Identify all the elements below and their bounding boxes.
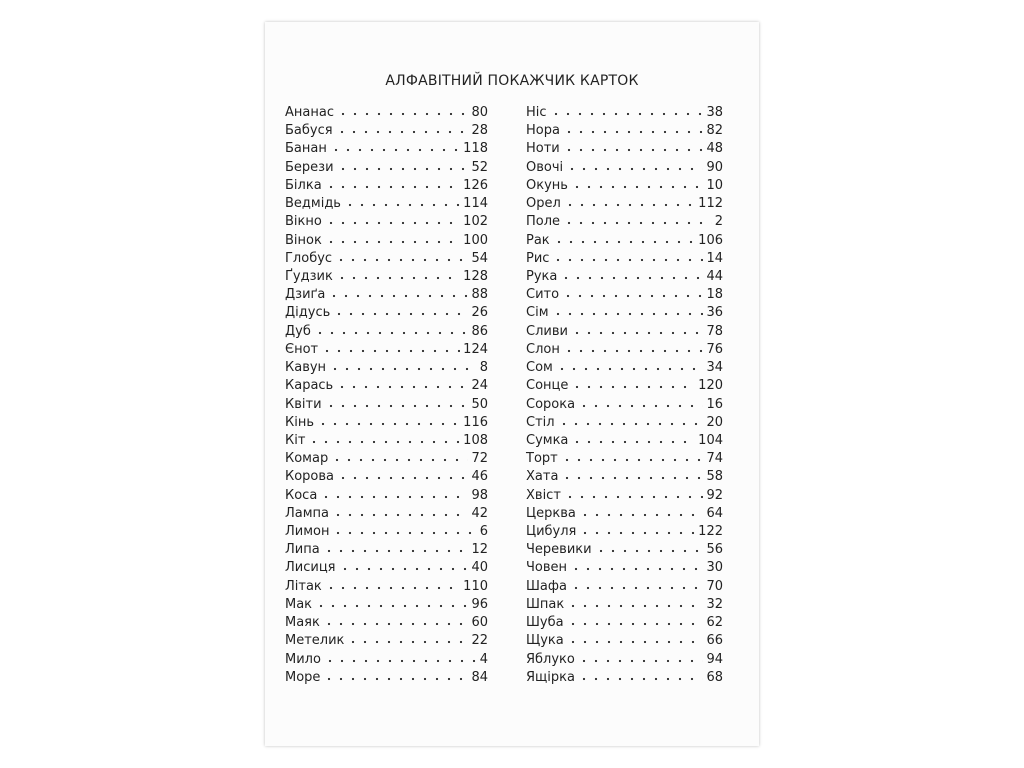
entry-word: Овочі bbox=[526, 159, 564, 175]
entry-page-number: 84 bbox=[471, 669, 488, 685]
entry-page-number: 28 bbox=[471, 123, 488, 139]
entry-word: Торт bbox=[526, 451, 558, 467]
index-entry bbox=[285, 430, 488, 448]
entry-word: Рак bbox=[526, 232, 550, 248]
index-entry bbox=[285, 521, 488, 539]
entry-page-number: 58 bbox=[706, 469, 723, 485]
index-entry bbox=[285, 485, 488, 503]
index-entry bbox=[526, 430, 723, 448]
entry-word: Липа bbox=[285, 542, 320, 558]
index-entry bbox=[526, 230, 723, 248]
index-entry bbox=[285, 503, 488, 521]
dot-leader bbox=[563, 138, 704, 152]
dot-leader bbox=[571, 430, 695, 444]
index-entry bbox=[526, 302, 723, 320]
index-page bbox=[265, 22, 759, 746]
entry-page-number: 100 bbox=[463, 232, 488, 248]
dot-leader bbox=[335, 248, 468, 262]
dot-leader bbox=[325, 576, 460, 590]
index-entry bbox=[285, 248, 488, 266]
entry-page-number: 46 bbox=[471, 469, 488, 485]
entry-page-number: 10 bbox=[706, 177, 723, 193]
index-entry bbox=[526, 557, 723, 575]
dot-leader bbox=[570, 576, 704, 590]
entry-word: Банан bbox=[285, 141, 327, 157]
entry-word: Вікно bbox=[285, 214, 322, 230]
entry-page-number: 60 bbox=[471, 615, 488, 631]
entry-page-number: 120 bbox=[698, 378, 723, 394]
index-entry bbox=[526, 612, 723, 630]
dot-leader bbox=[321, 339, 460, 353]
dot-leader bbox=[553, 230, 696, 244]
entry-word: Сонце bbox=[526, 378, 569, 394]
index-entry bbox=[526, 503, 723, 521]
dot-leader bbox=[337, 102, 468, 116]
dot-leader bbox=[571, 175, 704, 189]
entry-page-number: 66 bbox=[706, 633, 723, 649]
entry-word: Карась bbox=[285, 378, 334, 394]
entry-word: Море bbox=[285, 669, 321, 685]
index-entry bbox=[285, 266, 488, 284]
entry-page-number: 30 bbox=[706, 560, 723, 576]
index-entry bbox=[285, 193, 488, 211]
index-entry bbox=[285, 448, 488, 466]
entry-word: Дідусь bbox=[285, 305, 331, 321]
index-entry bbox=[285, 649, 488, 667]
dot-leader bbox=[337, 466, 468, 480]
entry-page-number: 44 bbox=[706, 268, 723, 284]
entry-page-number: 8 bbox=[479, 360, 488, 376]
index-entry bbox=[285, 211, 488, 229]
entry-word: Кавун bbox=[285, 360, 327, 376]
entry-word: Берези bbox=[285, 159, 334, 175]
entry-word: Нора bbox=[526, 123, 560, 139]
index-entry bbox=[526, 357, 723, 375]
entry-word: Мак bbox=[285, 596, 313, 612]
entry-page-number: 12 bbox=[471, 542, 488, 558]
entry-word: Глобус bbox=[285, 250, 333, 266]
entry-word: Сом bbox=[526, 360, 553, 376]
dot-leader bbox=[571, 375, 695, 389]
dot-leader bbox=[328, 284, 468, 298]
entry-word: Церква bbox=[526, 505, 576, 521]
entry-page-number: 14 bbox=[706, 250, 723, 266]
dot-leader bbox=[567, 594, 703, 608]
entry-page-number: 128 bbox=[463, 268, 488, 284]
entry-page-number: 78 bbox=[706, 323, 723, 339]
index-entry bbox=[285, 576, 488, 594]
dot-leader bbox=[317, 412, 460, 426]
entry-page-number: 20 bbox=[706, 414, 723, 430]
entry-page-number: 92 bbox=[706, 487, 723, 503]
index-entry bbox=[285, 302, 488, 320]
entry-word: Вінок bbox=[285, 232, 322, 248]
dot-leader bbox=[331, 448, 468, 462]
index-entry bbox=[285, 594, 488, 612]
entry-page-number: 122 bbox=[698, 524, 723, 540]
index-column-left bbox=[285, 102, 488, 685]
entry-word: Лимон bbox=[285, 524, 330, 540]
index-entry bbox=[526, 102, 723, 120]
entry-page-number: 106 bbox=[698, 232, 723, 248]
dot-leader bbox=[558, 412, 704, 426]
dot-leader bbox=[325, 394, 469, 408]
index-entry bbox=[285, 102, 488, 120]
index-entry bbox=[526, 594, 723, 612]
entry-page-number: 34 bbox=[706, 360, 723, 376]
dot-leader bbox=[333, 302, 468, 316]
entry-page-number: 104 bbox=[698, 432, 723, 448]
entry-word: Кінь bbox=[285, 414, 315, 430]
entry-page-number: 56 bbox=[706, 542, 723, 558]
index-entry bbox=[526, 466, 723, 484]
dot-leader bbox=[332, 521, 476, 535]
dot-leader bbox=[567, 612, 704, 626]
index-entry bbox=[285, 394, 488, 412]
dot-leader bbox=[308, 430, 460, 444]
index-entry bbox=[526, 321, 723, 339]
dot-leader bbox=[567, 630, 704, 644]
dot-leader bbox=[323, 539, 469, 553]
dot-leader bbox=[563, 339, 704, 353]
index-entry bbox=[285, 412, 488, 430]
entry-word: Поле bbox=[526, 214, 561, 230]
index-entry bbox=[285, 667, 488, 685]
dot-leader bbox=[325, 230, 460, 244]
dot-leader bbox=[564, 485, 704, 499]
entry-page-number: 96 bbox=[471, 596, 488, 612]
dot-leader bbox=[320, 485, 468, 499]
index-entry bbox=[526, 412, 723, 430]
index-entry bbox=[526, 138, 723, 156]
entry-word: Слон bbox=[526, 341, 560, 357]
dot-leader bbox=[561, 448, 704, 462]
entry-page-number: 48 bbox=[706, 141, 723, 157]
entry-word: Сито bbox=[526, 287, 560, 303]
dot-leader bbox=[336, 120, 469, 134]
entry-page-number: 90 bbox=[706, 159, 723, 175]
dot-leader bbox=[550, 102, 704, 116]
index-entry bbox=[526, 394, 723, 412]
entry-word: Яблуко bbox=[526, 651, 575, 667]
dot-leader bbox=[337, 157, 469, 171]
dot-leader bbox=[570, 557, 703, 571]
entry-page-number: 70 bbox=[706, 578, 723, 594]
entry-page-number: 114 bbox=[463, 196, 488, 212]
entry-page-number: 16 bbox=[706, 396, 723, 412]
index-entry bbox=[285, 612, 488, 630]
index-entry bbox=[526, 485, 723, 503]
index-entry bbox=[526, 175, 723, 193]
index-entry bbox=[285, 357, 488, 375]
entry-page-number: 24 bbox=[471, 378, 488, 394]
entry-page-number: 72 bbox=[471, 451, 488, 467]
dot-leader bbox=[325, 211, 460, 225]
entry-word: Окунь bbox=[526, 177, 568, 193]
entry-word: Орел bbox=[526, 196, 561, 212]
entry-word: Мило bbox=[285, 651, 321, 667]
dot-leader bbox=[336, 266, 460, 280]
entry-word: Сім bbox=[526, 305, 549, 321]
index-entry bbox=[285, 230, 488, 248]
dot-leader bbox=[344, 193, 460, 207]
entry-page-number: 86 bbox=[471, 323, 488, 339]
dot-leader bbox=[578, 667, 703, 681]
entry-word: Ананас bbox=[285, 105, 334, 120]
index-entry bbox=[526, 375, 723, 393]
index-entry bbox=[285, 375, 488, 393]
entry-word: Сливи bbox=[526, 323, 568, 339]
entry-word: Лампа bbox=[285, 505, 330, 521]
entry-page-number: 40 bbox=[471, 560, 488, 576]
entry-page-number: 76 bbox=[706, 341, 723, 357]
entry-page-number: 4 bbox=[479, 651, 488, 667]
index-entry bbox=[526, 339, 723, 357]
dot-leader bbox=[578, 394, 703, 408]
entry-page-number: 2 bbox=[714, 214, 723, 230]
entry-word: Ведмідь bbox=[285, 196, 341, 212]
index-entry bbox=[285, 630, 488, 648]
entry-word: Дуб bbox=[285, 323, 311, 339]
dot-leader bbox=[325, 175, 461, 189]
index-column-right bbox=[526, 102, 723, 685]
dot-leader bbox=[323, 612, 469, 626]
dot-leader bbox=[556, 357, 704, 371]
dot-leader bbox=[332, 503, 468, 517]
dot-leader bbox=[595, 539, 704, 553]
entry-word: Сумка bbox=[526, 432, 569, 448]
entry-word: Метелик bbox=[285, 633, 345, 649]
index-entry bbox=[526, 630, 723, 648]
entry-page-number: 26 bbox=[471, 305, 488, 321]
dot-leader bbox=[330, 138, 460, 152]
dot-leader bbox=[562, 284, 703, 298]
entry-word: Шуба bbox=[526, 615, 564, 631]
dot-leader bbox=[315, 594, 468, 608]
entry-word: Єнот bbox=[285, 341, 319, 357]
entry-page-number: 50 bbox=[471, 396, 488, 412]
page-title: АЛФАВІТНИЙ ПОКАЖЧИК КАРТОК bbox=[385, 73, 639, 89]
index-entry bbox=[285, 120, 488, 138]
entry-word: Стіл bbox=[526, 414, 555, 430]
entry-page-number: 74 bbox=[706, 451, 723, 467]
index-entry bbox=[285, 557, 488, 575]
index-entry bbox=[526, 193, 723, 211]
dot-leader bbox=[571, 321, 704, 335]
dot-leader bbox=[579, 503, 704, 517]
entry-page-number: 102 bbox=[463, 214, 488, 230]
entry-word: Квіти bbox=[285, 396, 322, 412]
entry-page-number: 118 bbox=[463, 141, 488, 157]
entry-page-number: 22 bbox=[471, 633, 488, 649]
entry-word: Літак bbox=[285, 578, 322, 594]
entry-word: Шафа bbox=[526, 578, 567, 594]
entry-page-number: 82 bbox=[706, 123, 723, 139]
dot-leader bbox=[336, 375, 468, 389]
entry-word: Маяк bbox=[285, 615, 320, 631]
index-entry bbox=[285, 539, 488, 557]
index-entry bbox=[285, 138, 488, 156]
dot-leader bbox=[324, 649, 477, 663]
entry-word: Лисиця bbox=[285, 560, 336, 576]
index-entry bbox=[526, 539, 723, 557]
entry-word: Хвіст bbox=[526, 487, 561, 503]
index-entry bbox=[285, 466, 488, 484]
entry-word: Човен bbox=[526, 560, 568, 576]
dot-leader bbox=[564, 193, 695, 207]
index-entry bbox=[526, 576, 723, 594]
index-entry bbox=[285, 284, 488, 302]
dot-leader bbox=[323, 667, 468, 681]
index-entry bbox=[526, 649, 723, 667]
index-entry bbox=[285, 175, 488, 193]
entry-word: Коса bbox=[285, 487, 318, 503]
entry-page-number: 116 bbox=[463, 414, 488, 430]
entry-page-number: 6 bbox=[479, 524, 488, 540]
entry-word: Ніс bbox=[526, 105, 547, 120]
dot-leader bbox=[578, 649, 704, 663]
index-entry bbox=[526, 284, 723, 302]
index-entry bbox=[526, 521, 723, 539]
entry-word: Ящірка bbox=[526, 669, 575, 685]
index-entry bbox=[526, 448, 723, 466]
index-entry bbox=[285, 157, 488, 175]
entry-page-number: 36 bbox=[706, 305, 723, 321]
dot-leader bbox=[347, 630, 468, 644]
entry-word: Бабуся bbox=[285, 123, 333, 139]
entry-word: Цибуля bbox=[526, 524, 577, 540]
entry-word: Ноти bbox=[526, 141, 560, 157]
entry-page-number: 68 bbox=[706, 669, 723, 685]
entry-word: Кіт bbox=[285, 432, 306, 448]
entry-word: Рис bbox=[526, 250, 550, 266]
entry-page-number: 88 bbox=[471, 287, 488, 303]
entry-word: Білка bbox=[285, 177, 322, 193]
entry-page-number: 62 bbox=[706, 615, 723, 631]
entry-page-number: 126 bbox=[463, 177, 488, 193]
entry-page-number: 98 bbox=[471, 487, 488, 503]
entry-page-number: 112 bbox=[698, 196, 723, 212]
dot-leader bbox=[552, 302, 704, 316]
dot-leader bbox=[561, 466, 703, 480]
entry-page-number: 42 bbox=[471, 505, 488, 521]
entry-word: Ґудзик bbox=[285, 268, 333, 284]
entry-word: Шпак bbox=[526, 596, 565, 612]
dot-leader bbox=[563, 120, 704, 134]
entry-word: Рука bbox=[526, 268, 558, 284]
entry-word: Черевики bbox=[526, 542, 592, 558]
dot-leader bbox=[579, 521, 695, 535]
index-entry bbox=[526, 120, 723, 138]
entry-word: Комар bbox=[285, 451, 329, 467]
dot-leader bbox=[314, 321, 469, 335]
index-entry bbox=[526, 667, 723, 685]
index-entry bbox=[285, 321, 488, 339]
dot-leader bbox=[552, 248, 703, 262]
entry-page-number: 54 bbox=[471, 250, 488, 266]
index-entry bbox=[285, 339, 488, 357]
entry-word: Корова bbox=[285, 469, 335, 485]
entry-page-number: 110 bbox=[463, 578, 488, 594]
entry-word: Щука bbox=[526, 633, 564, 649]
entry-page-number: 18 bbox=[706, 287, 723, 303]
entry-page-number: 108 bbox=[463, 432, 488, 448]
dot-leader bbox=[339, 557, 469, 571]
entry-page-number: 124 bbox=[463, 341, 488, 357]
index-entry bbox=[526, 157, 723, 175]
entry-page-number: 38 bbox=[706, 105, 723, 120]
entry-word: Хата bbox=[526, 469, 559, 485]
entry-page-number: 80 bbox=[471, 105, 488, 120]
entry-page-number: 52 bbox=[471, 159, 488, 175]
index-entry bbox=[526, 266, 723, 284]
dot-leader bbox=[563, 211, 712, 225]
dot-leader bbox=[566, 157, 703, 171]
index-entry bbox=[526, 211, 723, 229]
dot-leader bbox=[329, 357, 477, 371]
dot-leader bbox=[560, 266, 703, 280]
entry-page-number: 94 bbox=[706, 651, 723, 667]
entry-word: Дзиґа bbox=[285, 287, 326, 303]
entry-page-number: 64 bbox=[706, 505, 723, 521]
entry-page-number: 32 bbox=[706, 596, 723, 612]
entry-word: Сорока bbox=[526, 396, 576, 412]
index-entry bbox=[526, 248, 723, 266]
